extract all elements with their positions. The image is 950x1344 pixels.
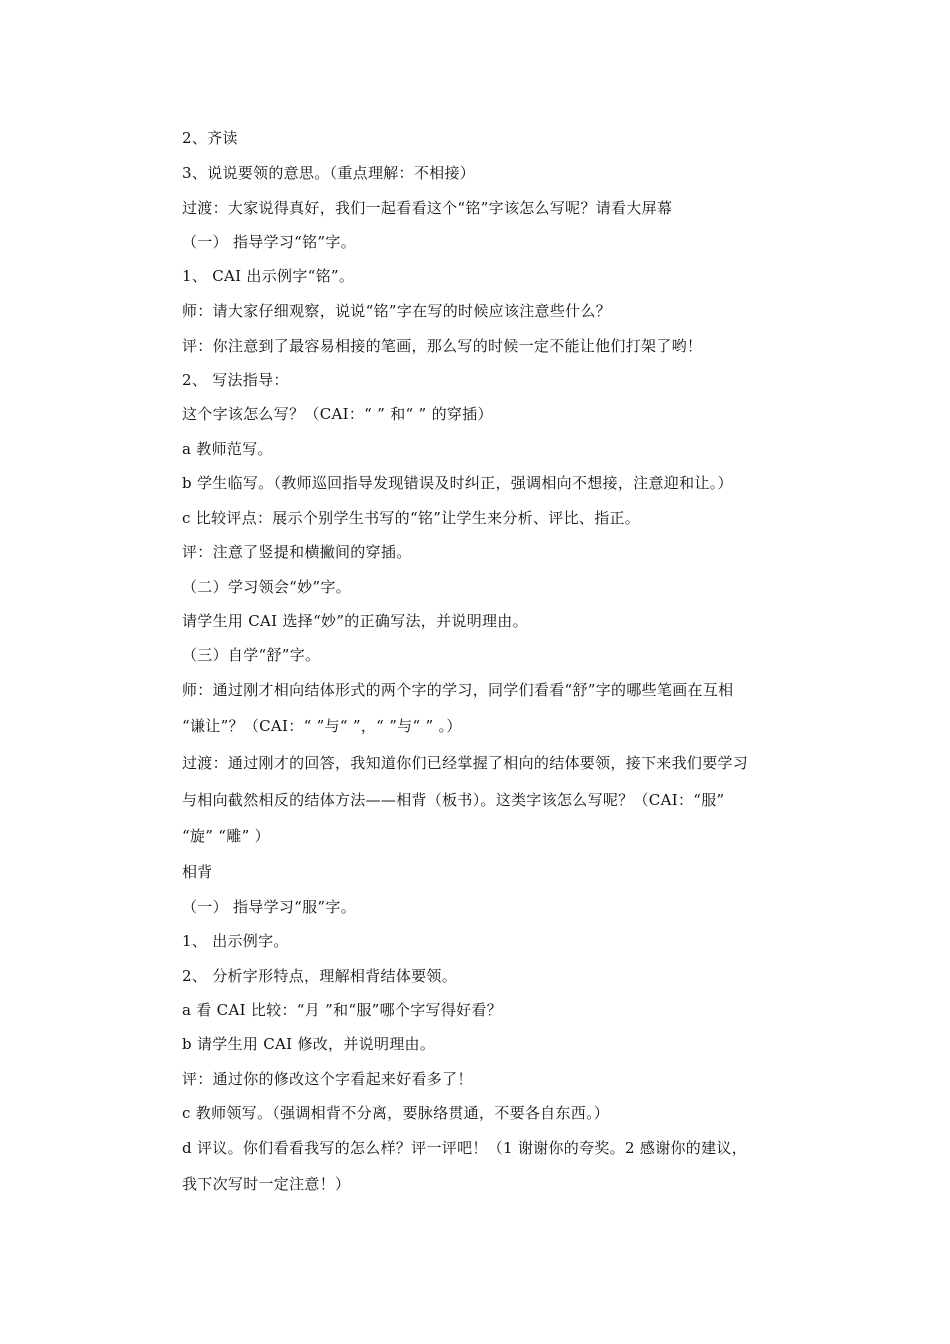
text-line: 师：通过刚才相向结体形式的两个字的学习，同学们看看“舒”字的哪些笔画在互相 [182,681,734,699]
text-line: 与相向截然相反的结体方法——相背（板书）。这类字该怎么写呢？（CAI：“服” [182,791,725,809]
text-line: 2、齐读 [182,129,238,147]
section-heading: （三）自学“舒”字。 [182,646,321,664]
text-line: 请学生用 CAI 选择“妙”的正确写法，并说明理由。 [182,612,528,630]
text-line: 过渡：通过刚才的回答，我知道你们已经掌握了相向的结体要领，接下来我们要学习 [182,754,749,772]
section-title: 相背 [182,863,213,881]
text-line: 1、 出示例字。 [182,932,289,950]
section-heading: （一） 指导学习“铭”字。 [182,233,357,251]
text-line: 评：你注意到了最容易相接的笔画，那么写的时候一定不能让他们打架了哟！ [182,337,703,355]
section-heading: （二）学习领会“妙”字。 [182,578,351,596]
section-heading: （一） 指导学习“服”字。 [182,898,357,916]
text-line: 1、 CAI 出示例字“铭”。 [182,267,355,285]
text-line: b 学生临写。（教师巡回指导发现错误及时纠正，强调相向不想接，注意迎和让。） [182,474,733,492]
text-line: 评：通过你的修改这个字看起来好看多了！ [182,1070,473,1088]
text-line: a 看 CAI 比较：“月 ”和“服”哪个字写得好看？ [182,1001,503,1019]
text-line: 2、 写法指导： [182,371,289,389]
text-line: c 教师领写。（强调相背不分离，要脉络贯通，不要各自东西。） [182,1104,610,1122]
text-line: “旋” “雕” ） [182,827,270,845]
text-line: c 比较评点：展示个别学生书写的“铭”让学生来分析、评比、指正。 [182,509,641,527]
text-line: “谦让”？（CAI：“ ”与“ ”，“ ”与“ ” 。） [182,717,462,735]
text-line: 师：请大家仔细观察，说说“铭”字在写的时候应该注意些什么？ [182,302,612,320]
text-line: 过渡：大家说得真好，我们一起看看这个“铭”字该怎么写呢？请看大屏幕 [182,199,673,217]
text-line: 评：注意了竖提和横撇间的穿插。 [182,543,412,561]
text-line: a 教师范写。 [182,440,273,458]
text-line: 2、 分析字形特点，理解相背结体要领。 [182,967,458,985]
text-line: d 评议。你们看看我写的怎么样？评一评吧！（1 谢谢你的夸奖。2 感谢你的建议， [182,1139,747,1157]
text-line: 3、说说要领的意思。（重点理解：不相接） [182,164,476,182]
text-line: 这个字该怎么写？（CAI：“ ” 和“ ” 的穿插） [182,405,493,423]
text-line: 我下次写时一定注意！） [182,1175,351,1193]
text-line: b 请学生用 CAI 修改，并说明理由。 [182,1035,436,1053]
